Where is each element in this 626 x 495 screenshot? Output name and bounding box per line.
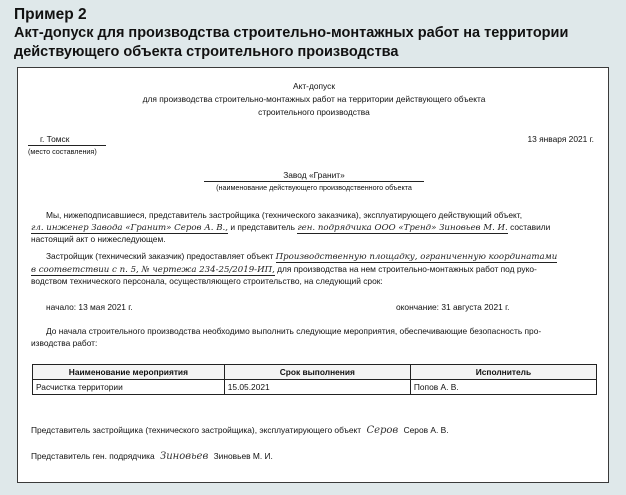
- place-caption: (место составления): [28, 147, 97, 156]
- contractor-signature-label: Представитель ген. подрядчика: [31, 451, 155, 461]
- para2-line1: [46, 250, 557, 263]
- para2-start: Застройщик (технический заказчик) предоставляет объект: [46, 251, 274, 261]
- example-header: [14, 6, 614, 62]
- table-header-cell: Исполнитель: [410, 365, 596, 380]
- act-document: [17, 67, 609, 483]
- object-caption: (наименование действующего производственного объекта: [216, 183, 412, 192]
- measures-table: [32, 364, 597, 395]
- customer-rep-handwritten: гл. инженер Завода «Гранит» Серов А. В.,: [31, 223, 228, 233]
- table-header-cell: Наименование мероприятия: [33, 365, 225, 380]
- para3-line1: До начала строительного производства необходимо выполнить следующие мероприятия, обеспечивающие безопасность про-: [46, 326, 542, 336]
- table-cell-deadline: 15.05.2021: [224, 380, 410, 395]
- para2-line3: водством технического персонала, осуществляющего строительство, на следующий срок:: [31, 276, 383, 286]
- doc-subtitle-line1: для производства строительно-монтажных работ на территории действующего объекта: [142, 94, 486, 104]
- place-value: г. Томск: [28, 133, 106, 146]
- example-label: Пример 2: [14, 6, 87, 23]
- para1-line1: Мы, нижеподписавшиеся, представитель застройщика (технического заказчика), эксплуатирующего действующий объект,: [46, 210, 523, 220]
- object-description-handwritten-2: в соответствии с п. 5, № чертежа 234-25/2019-ИП,: [31, 265, 275, 275]
- contractor-rep-handwritten: ген. подрядчика ООО «Тренд» Зиновьев М. И.: [297, 223, 508, 233]
- doc-date: 13 января 2021 г.: [527, 134, 594, 144]
- customer-signature: Серов: [366, 425, 399, 436]
- contractor-signature: Зиновьев: [160, 451, 209, 462]
- example-title-line1: Акт-допуск для производства строительно-монтажных работ на территории: [14, 25, 569, 41]
- end-date: окончание: 31 августа 2021 г.: [396, 302, 510, 312]
- signature-line-contractor: [31, 450, 273, 463]
- signature-line-customer: [31, 424, 449, 437]
- para1-line3: настоящий акт о нижеследующем.: [31, 234, 166, 244]
- table-cell-measure: Расчистка территории: [33, 380, 225, 395]
- para1-end: составили: [510, 222, 551, 232]
- table-header-cell: Срок выполнения: [224, 365, 410, 380]
- doc-title: Акт-допуск: [293, 81, 335, 91]
- table-cell-executor: Попов А. В.: [410, 380, 596, 395]
- customer-signature-label: Представитель застройщика (технического застройщика), эксплуатирующего объект: [31, 425, 362, 435]
- doc-subtitle-line2: строительного производства: [258, 107, 370, 117]
- para2-cont: для производства на нем строительно-монтажных работ под руко-: [277, 264, 537, 274]
- table-header-row: [33, 365, 597, 380]
- contractor-signature-name: Зиновьев М. И.: [213, 451, 273, 461]
- object-description-handwritten-1: Производственную площадку, ограниченную координатами: [275, 252, 558, 262]
- para3-line2: изводства работ:: [31, 338, 98, 348]
- object-name: Завод «Гранит»: [204, 169, 424, 182]
- para1-connector: и представитель: [230, 222, 295, 232]
- customer-signature-name: Серов А. В.: [403, 425, 449, 435]
- table-row: [33, 380, 597, 395]
- start-date: начало: 13 мая 2021 г.: [46, 302, 133, 312]
- example-title-line2: действующего объекта строительного производства: [14, 44, 399, 60]
